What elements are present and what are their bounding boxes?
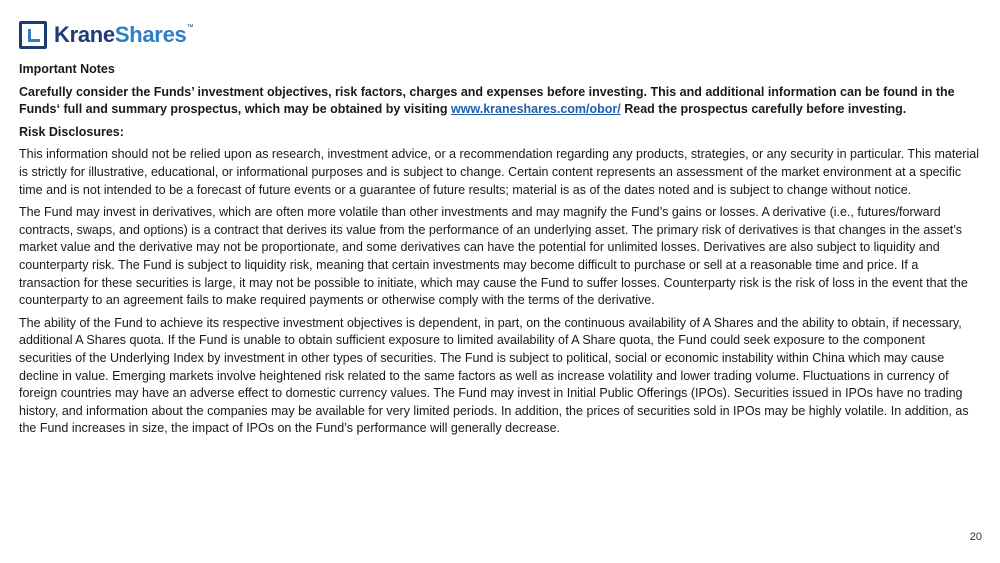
prospectus-link[interactable]: www.kraneshares.com/obor/: [451, 102, 621, 117]
kraneshares-logo: [19, 18, 193, 52]
risk-paragraph-derivatives: The Fund may invest in derivatives, which are often more volatile than other investments and may magnify the Fund’s gains or losses. A derivative (i.e., futures/forward contracts, swaps, and options) is a contract that derives its value from the performance of an underlying asset. The primary risk of derivatives is that changes in the asset’s market value and the derivative may not be proportionate, and some derivatives can have the potential for unlimited losses. Derivatives are also subject to liquidity and counterparty risk. The Fund is subject to liquidity risk, meaning that certain investments may become difficult to purchase or sell at a reasonable time and price. If a transaction for these securities is large, it may not be possible to initiate, which may cause the Fund to suffer losses. Counterparty risk is the risk of loss in the event that the counterparty to an agreement fails to make required payments or otherwise comply with the terms of the derivative.: [19, 205, 968, 308]
page-number: 20: [969, 531, 982, 543]
risk-disclosures-heading: Risk Disclosures:: [19, 124, 124, 139]
brand-name: KraneShares™: [54, 22, 194, 47]
risk-paragraph-general: This information should not be relied upon as research, investment advice, or a recommendation regarding any products, strategies, or any security in particular. This material is strictly for illustrative, educational, or informational purposes and is subject to change. Certain content represents an assessment of the market environment at a specific time and is not intended to be a forecast of future events or a guarantee of future results; material is as of the dates noted and is subject to change without notice.: [19, 147, 979, 197]
important-notes-heading: Important Notes: [19, 62, 115, 76]
prospectus-notice: Carefully consider the Funds’ investment objectives, risk factors, charges and expenses before investing. This and additional information can be found in the Funds‘ full and summary prospectus, which may be obtained by visiting www.kraneshares.com/obor/ Read the prospectus carefully before investing.: [19, 84, 955, 117]
kraneshares-logo-icon: [19, 21, 47, 49]
disclosure-body: [19, 61, 981, 443]
risk-paragraph-a-shares: The ability of the Fund to achieve its respective investment objectives is dependent, in part, on the continuous availability of A Shares and the ability to obtain, if necessary, additional A Shares quota. If the Fund is unable to obtain sufficient exposure to limited availability of A Share quota, the Fund could seek exposure to the component securities of the Underlying Index by investment in other types of securities. The Fund is subject to political, social or economic instability within China which may cause decline in value. Emerging markets involve heightened risk related to the same factors as well as increase volatility and lower trading volume. Fluctuations in currency of foreign countries may have an adverse effect to domestic currency values. The Fund may invest in Initial Public Offerings (IPOs). Securities issued in IPOs have no trading history, and information about the companies may be available for very limited periods. In addition, the prices of securities sold in IPOs may be highly volatile. In addition, as the Fund increases in size, the impact of IPOs on the Fund’s performance will generally decrease.: [19, 315, 969, 436]
